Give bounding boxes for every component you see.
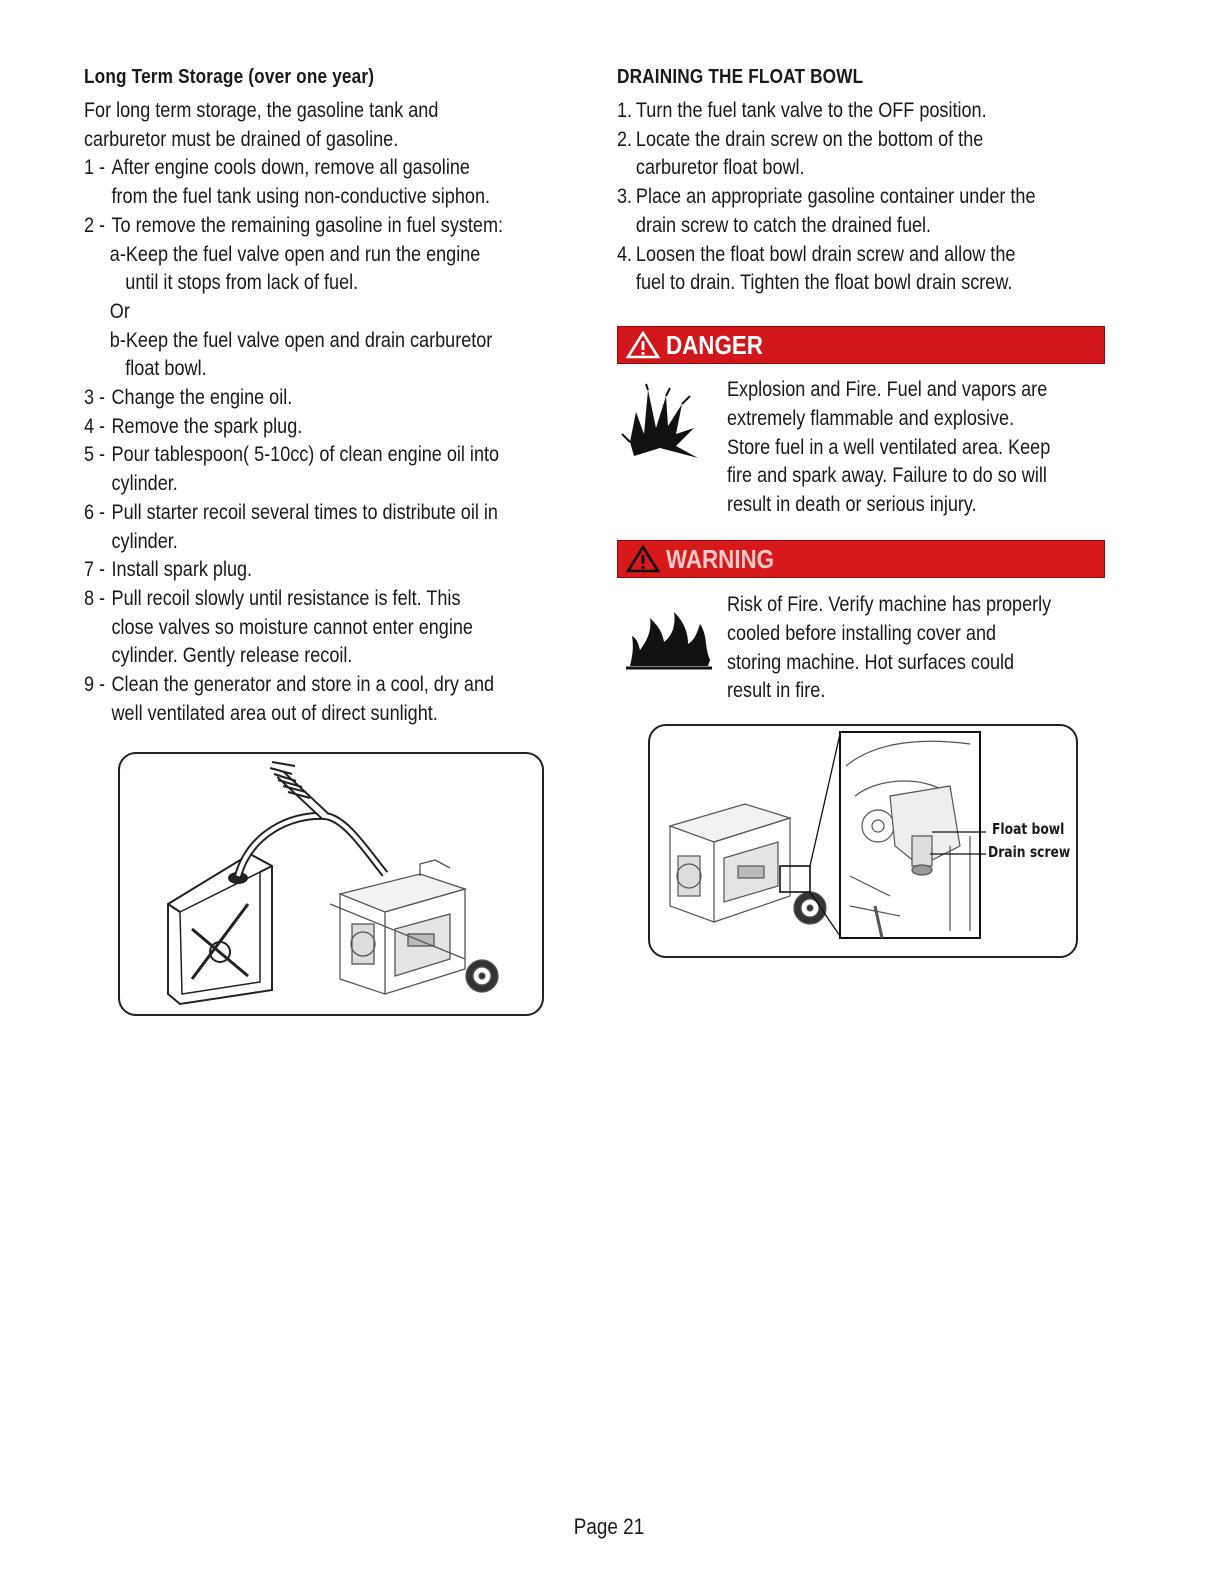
list-item bbox=[84, 413, 573, 442]
section-body bbox=[84, 97, 573, 728]
draining-float-bowl-section bbox=[617, 66, 1109, 298]
sub-step-text: until it stops from lack of fuel. bbox=[125, 271, 359, 295]
step-text: drain screw to catch the drained fuel. bbox=[635, 213, 932, 237]
step-text: Locate the drain screw on the bottom of the bbox=[635, 127, 984, 151]
step-text: well ventilated area out of direct sunlight. bbox=[111, 701, 438, 725]
step-number: 5 - bbox=[84, 443, 106, 467]
step-text: To remove the remaining gasoline in fuel system: bbox=[111, 213, 504, 237]
section-body bbox=[617, 97, 1108, 298]
warning-triangle-icon bbox=[626, 331, 660, 359]
danger-text-line: extremely flammable and explosive. bbox=[727, 406, 1015, 430]
step-text: Pull recoil slowly until resistance is felt. This bbox=[111, 586, 461, 610]
list-item bbox=[84, 556, 573, 585]
list-item bbox=[617, 126, 1108, 183]
step-number: 1 - bbox=[84, 156, 106, 180]
float-bowl-callout: Float bowl bbox=[992, 820, 1065, 838]
list-item bbox=[84, 384, 573, 413]
step-text: cylinder. bbox=[111, 529, 178, 553]
step-text: carburetor float bowl. bbox=[635, 156, 805, 180]
fire-icon bbox=[624, 606, 714, 670]
section-heading: DRAINING THE FLOAT BOWL bbox=[617, 66, 864, 88]
list-item bbox=[84, 154, 573, 211]
danger-label: DANGER bbox=[666, 329, 763, 360]
step-text: Pull starter recoil several times to distribute oil in bbox=[111, 500, 498, 524]
fuel-can-icon bbox=[168, 854, 272, 1004]
siphon-illustration bbox=[118, 752, 544, 1016]
danger-banner bbox=[617, 326, 1105, 364]
step-text: cylinder. bbox=[111, 472, 178, 496]
list-item bbox=[617, 241, 1108, 298]
sub-step-text: a-Keep the fuel valve open and run the engine bbox=[109, 242, 481, 266]
list-item bbox=[84, 585, 573, 671]
step-text: Clean the generator and store in a cool, dry and bbox=[111, 673, 495, 697]
step-number: 3 - bbox=[84, 386, 106, 410]
step-number: 8 - bbox=[84, 586, 106, 610]
step-text: from the fuel tank using non-conductive siphon. bbox=[111, 185, 491, 209]
step-text: Change the engine oil. bbox=[111, 386, 293, 410]
danger-text-line: Store fuel in a well ventilated area. Keep bbox=[727, 435, 1051, 459]
warning-text-line: cooled before installing cover and bbox=[727, 621, 997, 645]
section-heading: Long Term Storage (over one year) bbox=[84, 66, 375, 88]
list-item bbox=[617, 97, 1108, 126]
step-text: close valves so moisture cannot enter engine bbox=[111, 615, 473, 639]
step-text: cylinder. Gently release recoil. bbox=[111, 644, 353, 668]
danger-text-line: fire and spark away. Failure to do so will bbox=[727, 464, 1047, 488]
step-text: Loosen the float bowl drain screw and allow the bbox=[635, 242, 1016, 266]
page-number bbox=[0, 1514, 1217, 1540]
list-item bbox=[84, 212, 573, 241]
step-text: After engine cools down, remove all gasoline bbox=[111, 156, 470, 180]
step-text: fuel to drain. Tighten the float bowl drain screw. bbox=[635, 271, 1013, 295]
warning-text-line: Risk of Fire. Verify machine has properly bbox=[727, 593, 1052, 616]
step-text: Place an appropriate gasoline container under the bbox=[635, 185, 1036, 209]
step-number: 4 - bbox=[84, 414, 106, 438]
step-number: 9 - bbox=[84, 673, 106, 697]
warning-text-line: result in fire. bbox=[727, 679, 826, 703]
sub-step-a bbox=[84, 241, 573, 298]
step-number: 7 - bbox=[84, 558, 106, 582]
long-term-storage-section bbox=[84, 66, 574, 728]
drain-screw-callout: Drain screw bbox=[988, 843, 1071, 861]
step-text: Turn the fuel tank valve to the OFF position. bbox=[635, 99, 987, 122]
warning-text-line: storing machine. Hot surfaces could bbox=[727, 650, 1015, 674]
warning-triangle-icon bbox=[626, 545, 660, 573]
float-bowl-drawing bbox=[650, 726, 1076, 956]
warning-banner bbox=[617, 540, 1105, 578]
generator-icon bbox=[330, 860, 498, 994]
sub-step-b bbox=[84, 327, 573, 384]
danger-text-line: Explosion and Fire. Fuel and vapors are bbox=[727, 378, 1048, 401]
explosion-icon bbox=[620, 382, 700, 462]
danger-message bbox=[727, 376, 1107, 520]
carburetor-closeup bbox=[840, 732, 980, 938]
step-number: 6 - bbox=[84, 500, 106, 524]
step-text: Pour tablespoon( 5-10cc) of clean engine oil into bbox=[111, 443, 500, 467]
warning-label: WARNING bbox=[666, 543, 775, 574]
or-label: Or bbox=[109, 299, 130, 323]
siphon-drawing bbox=[120, 754, 542, 1014]
sub-step-text: b-Keep the fuel valve open and drain carburetor bbox=[109, 328, 493, 352]
step-number: 1. bbox=[617, 99, 633, 122]
step-number: 2 - bbox=[84, 213, 106, 237]
generator-icon bbox=[670, 734, 840, 936]
list-item bbox=[84, 441, 573, 498]
step-number: 4. bbox=[617, 242, 633, 266]
list-item bbox=[84, 671, 573, 728]
step-text: Remove the spark plug. bbox=[111, 414, 303, 438]
warning-message bbox=[727, 591, 1107, 706]
intro-line: carburetor must be drained of gasoline. bbox=[84, 127, 399, 151]
step-number: 3. bbox=[617, 185, 633, 209]
list-item bbox=[84, 499, 573, 556]
danger-text-line: result in death or serious injury. bbox=[727, 493, 977, 517]
intro-line: For long term storage, the gasoline tank and bbox=[84, 99, 439, 122]
step-text: Install spark plug. bbox=[111, 558, 253, 582]
list-item bbox=[617, 183, 1108, 240]
step-number: 2. bbox=[617, 127, 633, 151]
float-bowl-illustration bbox=[648, 724, 1078, 958]
page-number-text: Page 21 bbox=[573, 1514, 644, 1539]
sub-step-text: float bowl. bbox=[125, 357, 207, 381]
